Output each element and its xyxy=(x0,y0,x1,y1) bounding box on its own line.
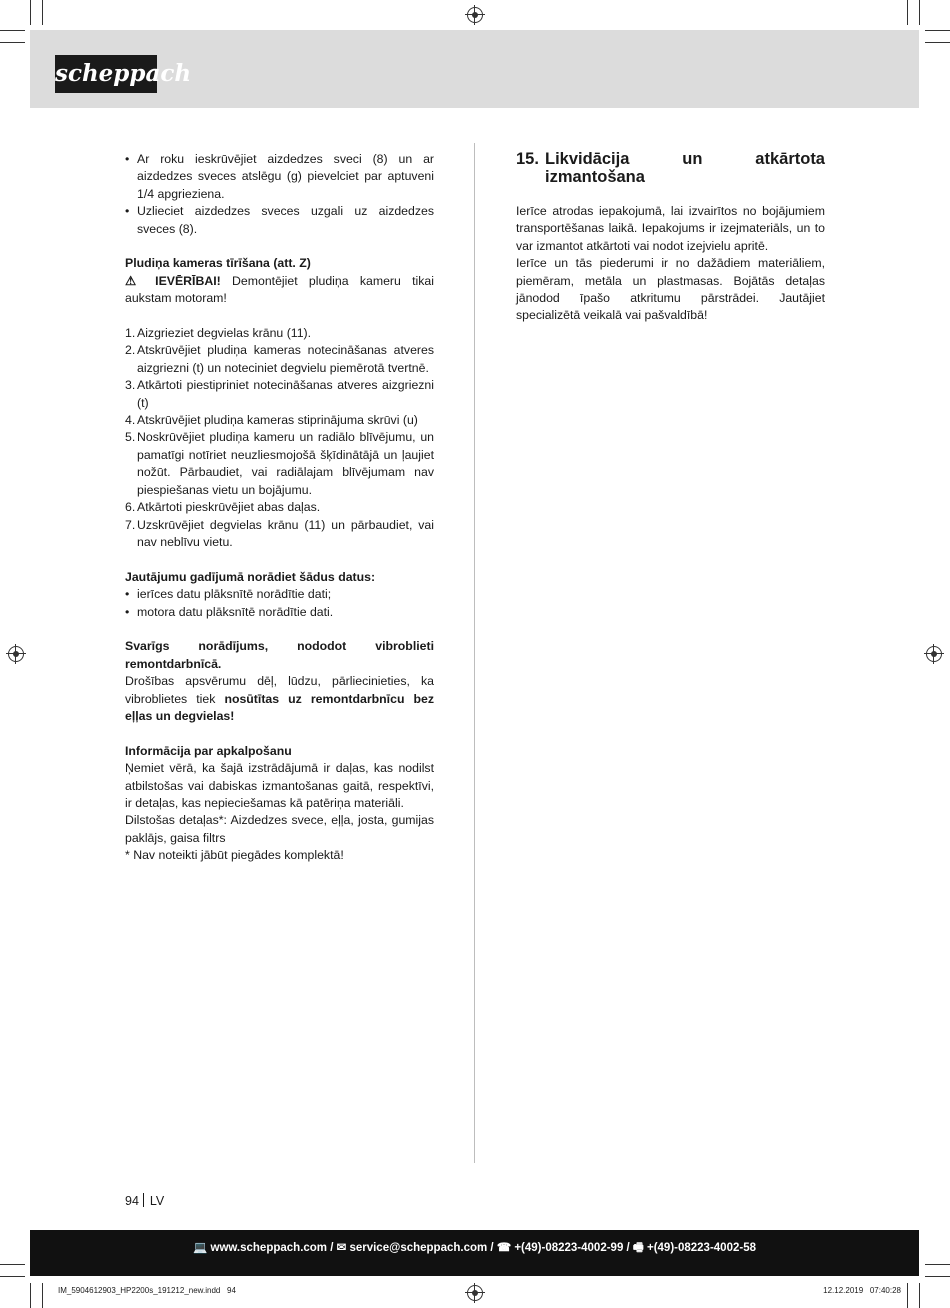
crop-mark xyxy=(0,1276,25,1277)
registration-mark-icon xyxy=(8,646,24,662)
page-number: 94 LV xyxy=(125,1194,165,1208)
list-item: 3. Atkārtoti piestipriniet notecināšanas atveres aizgriezni (t) xyxy=(125,378,434,410)
registration-mark-icon xyxy=(467,7,483,23)
crop-mark xyxy=(907,1283,908,1308)
list-item: 1. Aizgrieziet degvielas krānu (11). xyxy=(125,326,312,341)
crop-mark xyxy=(925,42,950,43)
crop-mark xyxy=(30,1283,31,1308)
repair-heading: Svarīgs norādījums, nododot vibroblieti remontdarbnīcā. xyxy=(125,639,434,671)
registration-mark-icon xyxy=(926,646,942,662)
warning-label: ⚠ IEVĒRĪBAI! xyxy=(125,273,221,288)
footer-band xyxy=(30,1230,919,1276)
crop-mark xyxy=(0,42,25,43)
list-item: 6. Atkārtoti pieskrūvējiet abas daļas. xyxy=(125,500,321,515)
crop-mark xyxy=(919,1283,920,1308)
section-title-text: Likvidācija un atkārtota izmantošana xyxy=(545,150,825,186)
cleaning-steps-list xyxy=(125,325,434,551)
footer-contact-line: 💻 www.scheppach.com / ✉ service@scheppach.com / ☎ +(49)-08223-4002-99 / 🖷 +(49)-08223-4002-58 xyxy=(193,1242,756,1254)
crop-mark xyxy=(925,1264,950,1265)
section-title xyxy=(516,150,825,186)
questions-heading: Jautājumu gadījumā norādiet šādus datus: xyxy=(125,569,376,584)
slug-filename: IM_5904612903_HP2200s_191212_new.indd 94 xyxy=(58,1286,236,1295)
questions-bullet-list xyxy=(125,586,434,621)
intro-bullet-list xyxy=(125,151,434,238)
crop-mark xyxy=(0,30,25,31)
chamber-cleaning-heading: Pludiņa kameras tīrīšana (att. Z) xyxy=(125,256,311,271)
disposal-paragraph: Ierīce atrodas iepakojumā, lai izvairītos no bojājumiem transportēšanas laikā. Iepakojums ir izejmateriāls, un to var izmantot atkārtoti vai nodot izejvielu apritē. xyxy=(516,204,825,253)
column-divider xyxy=(474,143,475,1163)
left-column xyxy=(125,151,434,865)
brand-logo: scheppach xyxy=(55,55,157,93)
section-number: 15. xyxy=(516,150,539,168)
list-item: 5. Noskrūvējiet pludiņa kameru un radiālo blīvējumu, un pamatīgi notīriet neuzliesmojošā šķīdinātājā un ļaujiet nožūt. Pārbaudiet, vai radiālajam blīvējumam nav piespiešanas vietu un bojājumu. xyxy=(125,430,434,497)
crop-mark xyxy=(0,1264,25,1265)
right-column xyxy=(516,203,825,325)
list-item: 2. Atskrūvējiet pludiņa kameras notecināšanas atveres aizgriezni (t) un noteciniet degvielu piemērotā tvertnē. xyxy=(125,343,434,375)
list-item: • motora datu plāksnītē norādītie dati. xyxy=(125,604,334,619)
service-heading: Informācija par apkalpošanu xyxy=(125,743,292,758)
disposal-paragraph: Ierīce un tās piederumi ir no dažādiem materiāliem, piemēram, metāla un plastmasas. Bojātās detaļas jānodod īpašo atkritumu pārstrādei. Jautājiet specializētā veikalā vai pašvaldībā! xyxy=(516,256,825,323)
slug-datetime: 12.12.2019 07:40:28 xyxy=(823,1286,901,1295)
crop-mark xyxy=(907,0,908,25)
footnote: * Nav noteikti jābūt piegādes komplektā! xyxy=(125,848,344,863)
registration-mark-icon xyxy=(467,1285,483,1301)
crop-mark xyxy=(42,1283,43,1308)
repair-note: Drošības apsvērumu dēļ, lūdzu, pārliecinieties, ka vibroblietes tiek nosūtītas uz remontdarbnīcu bez eļļas un degvielas! xyxy=(125,674,434,723)
crop-mark xyxy=(925,30,950,31)
list-item: • ierīces datu plāksnītē norādītie dati; xyxy=(125,587,332,602)
warning-note: ⚠ IEVĒRĪBAI! Demontējiet pludiņa kameru tikai aukstam motoram! xyxy=(125,273,434,306)
list-item: • Uzlieciet aizdedzes sveces uzgali uz aizdedzes sveces (8). xyxy=(125,204,434,236)
crop-mark xyxy=(30,0,31,25)
service-text: Ņemiet vērā, ka šajā izstrādājumā ir daļas, kas nodilst atbilstošas vai dabiskas izmantošanas gaitā, respektīvi, ir detaļas, kas nepieciešamas kā patēriņa materiāli. xyxy=(125,761,434,810)
list-item: 7. Uzskrūvējiet degvielas krānu (11) un pārbaudiet, vai nav neblīvu vietu. xyxy=(125,517,434,549)
list-item: • Ar roku ieskrūvējiet aizdedzes sveci (8) un ar aizdedzes sveces atslēgu (g) pievelciet par aptuveni 1/4 apgrieziena. xyxy=(125,152,434,201)
crop-mark xyxy=(919,0,920,25)
crop-mark xyxy=(42,0,43,25)
wear-parts-text: Dilstošas detaļas*: Aizdedzes svece, eļļa, josta, gumijas paklājs, gaisa filtrs xyxy=(125,813,434,845)
crop-mark xyxy=(925,1276,950,1277)
list-item: 4. Atskrūvējiet pludiņa kameras stiprinājuma skrūvi (u) xyxy=(125,413,418,428)
